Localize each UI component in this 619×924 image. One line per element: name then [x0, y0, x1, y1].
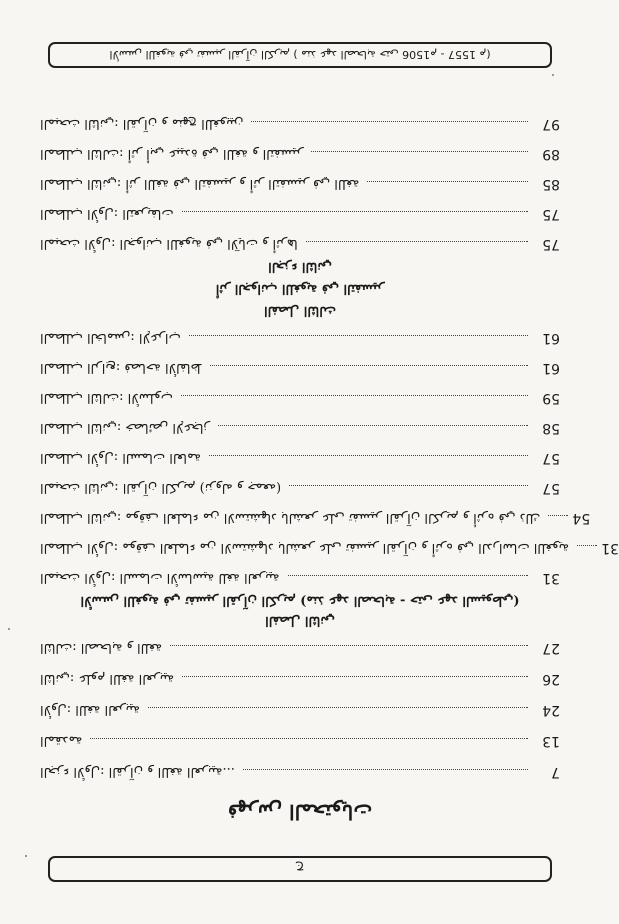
leader-dots	[548, 515, 568, 516]
toc-entry-title: المطلب الرابع: فصاحة الألفاظ	[40, 360, 203, 375]
footer-text: الأسس اللغوية في تفسير القرآن الكريم ( منذ عهد الصحابة حتى 1506م - 1557 م)	[109, 48, 491, 62]
toc-entry-title: المطلب الأول: موقف العلماء من الاستشهاد بالشعر على تفسير القرآن و أثره في الدراسات اللغوية	[40, 540, 570, 555]
section-subheading: الجزء الثاني	[268, 259, 332, 274]
toc-entry-title: المطلب الخامس: الإعراب	[40, 330, 181, 345]
page-number: ج	[295, 861, 305, 877]
leader-dots	[170, 645, 528, 646]
toc-entry-page: 26	[542, 671, 560, 687]
toc-entry-title: المبحث الأول: السمات الأساسية للغة العربية	[40, 570, 280, 585]
toc-entry[interactable]	[40, 330, 560, 354]
toc-entry-title: المبحث الثاني: القرآن و منهج اللغويين	[40, 116, 244, 131]
toc-entry-page: 75	[542, 206, 560, 222]
page-title: فهرس المحتويات	[227, 800, 373, 824]
toc-entry-page: 57	[542, 450, 560, 466]
toc-entry[interactable]	[40, 236, 560, 260]
leader-dots	[251, 121, 528, 122]
paper-speck	[8, 628, 10, 630]
toc-entry[interactable]	[40, 510, 591, 534]
leader-dots	[189, 335, 528, 336]
toc-entry-title: المطلب الثاني: موقف العلماء من الاستشهاد بالشعر على تفسير القرآن الكريم و أثره في ذلك	[40, 510, 541, 525]
leader-dots	[182, 211, 528, 212]
leader-dots	[306, 241, 528, 242]
toc-entry-page: 61	[542, 330, 560, 346]
toc-entry[interactable]	[40, 702, 560, 726]
toc-entry-page: 61	[542, 360, 560, 376]
section-subheading: أثر الجوانب اللغوية في التفسير	[215, 281, 385, 296]
toc-entry[interactable]	[40, 450, 560, 474]
toc-entry-page: 75	[542, 236, 560, 252]
toc-entry-title: الجزء الأول: القرآن و اللغة العربية...	[40, 764, 235, 779]
toc-entry-page: 27	[542, 640, 560, 656]
toc-entry-page: 97	[542, 116, 560, 132]
leader-dots	[243, 769, 528, 770]
toc-entry-page: 54	[572, 510, 591, 526]
toc-entry[interactable]	[40, 640, 560, 664]
toc-entry-page: 58	[542, 420, 560, 436]
paper-speck	[25, 855, 27, 857]
toc-entry[interactable]	[40, 146, 560, 170]
toc-entry[interactable]	[40, 570, 560, 594]
toc-entry[interactable]	[40, 671, 560, 695]
paper-speck	[552, 74, 554, 76]
leader-dots	[90, 738, 528, 739]
toc-entry-title: المطلب الثاني: أثر اللغة في التفسير و أثر التفسير في اللغة	[40, 176, 360, 191]
toc-entry-page: 85	[542, 176, 560, 192]
toc-entry[interactable]	[40, 360, 560, 384]
leader-dots	[289, 485, 528, 486]
leader-dots	[311, 151, 528, 152]
toc-entry[interactable]	[40, 764, 560, 788]
toc-entry-title: المبحث الأول: الجوانب اللغوية في الآيات و أثرها	[40, 236, 298, 251]
leader-dots	[182, 676, 528, 677]
section-subheading: الأسس اللغوية في تفسير القرآن الكريم (منذ عهد الصحابة - حتى عهد السيوطي)	[80, 593, 520, 608]
leader-dots	[367, 181, 528, 182]
toc-entry[interactable]	[40, 176, 560, 200]
leader-dots	[211, 365, 529, 366]
toc-entry[interactable]	[40, 116, 560, 140]
leader-dots	[288, 575, 528, 576]
toc-entry-page: 31	[601, 540, 619, 556]
toc-entry-page: 59	[542, 390, 560, 406]
section-heading: الفصل الثاني	[265, 613, 335, 628]
leader-dots	[218, 425, 528, 426]
toc-entry[interactable]	[40, 206, 560, 230]
toc-entry-title: المقدمة	[40, 733, 83, 748]
leader-dots	[148, 707, 528, 708]
toc-entry-page: 13	[542, 733, 560, 749]
toc-entry[interactable]	[40, 420, 560, 444]
toc-entry-page: 57	[542, 480, 560, 496]
toc-entry-title: الثالث: الصحابة و اللغة	[40, 640, 163, 655]
toc-entry-title: الثاني: علوم اللغة العربية	[40, 671, 175, 686]
toc-entry[interactable]	[40, 390, 560, 414]
toc-entry-title: المطلب الأول: السمات العامة	[40, 450, 201, 465]
page-header-box	[48, 856, 552, 882]
leader-dots	[209, 455, 528, 456]
toc-entry[interactable]	[40, 733, 560, 757]
toc-entry-title: المطلب الأول: التعريفات	[40, 206, 174, 221]
leader-dots	[577, 545, 597, 546]
toc-entry-page: 24	[542, 702, 560, 718]
section-heading: الفصل الثالث	[264, 303, 336, 318]
toc-entry[interactable]	[40, 540, 619, 564]
toc-entry-page: 7	[551, 764, 560, 780]
toc-entry-title: المطلب الثالث: أثر أبي عبيدة في اللغة و التفسير	[40, 146, 304, 161]
page-footer-box	[48, 42, 552, 68]
toc-entry-title: المطلب الثاني: خصائص الإعجاز	[40, 420, 210, 435]
toc-entry-page: 89	[542, 146, 560, 162]
toc-entry-title: الأول: اللغة العربية	[40, 702, 141, 717]
toc-entry-title: المطلب الثالث: الأسلوب	[40, 390, 173, 405]
toc-entry-title: المبحث الثاني: القرآن الكريم (نزوله و جمعه)	[40, 480, 282, 495]
toc-entry-page: 31	[542, 570, 560, 586]
toc-entry[interactable]	[40, 480, 560, 504]
leader-dots	[181, 395, 528, 396]
